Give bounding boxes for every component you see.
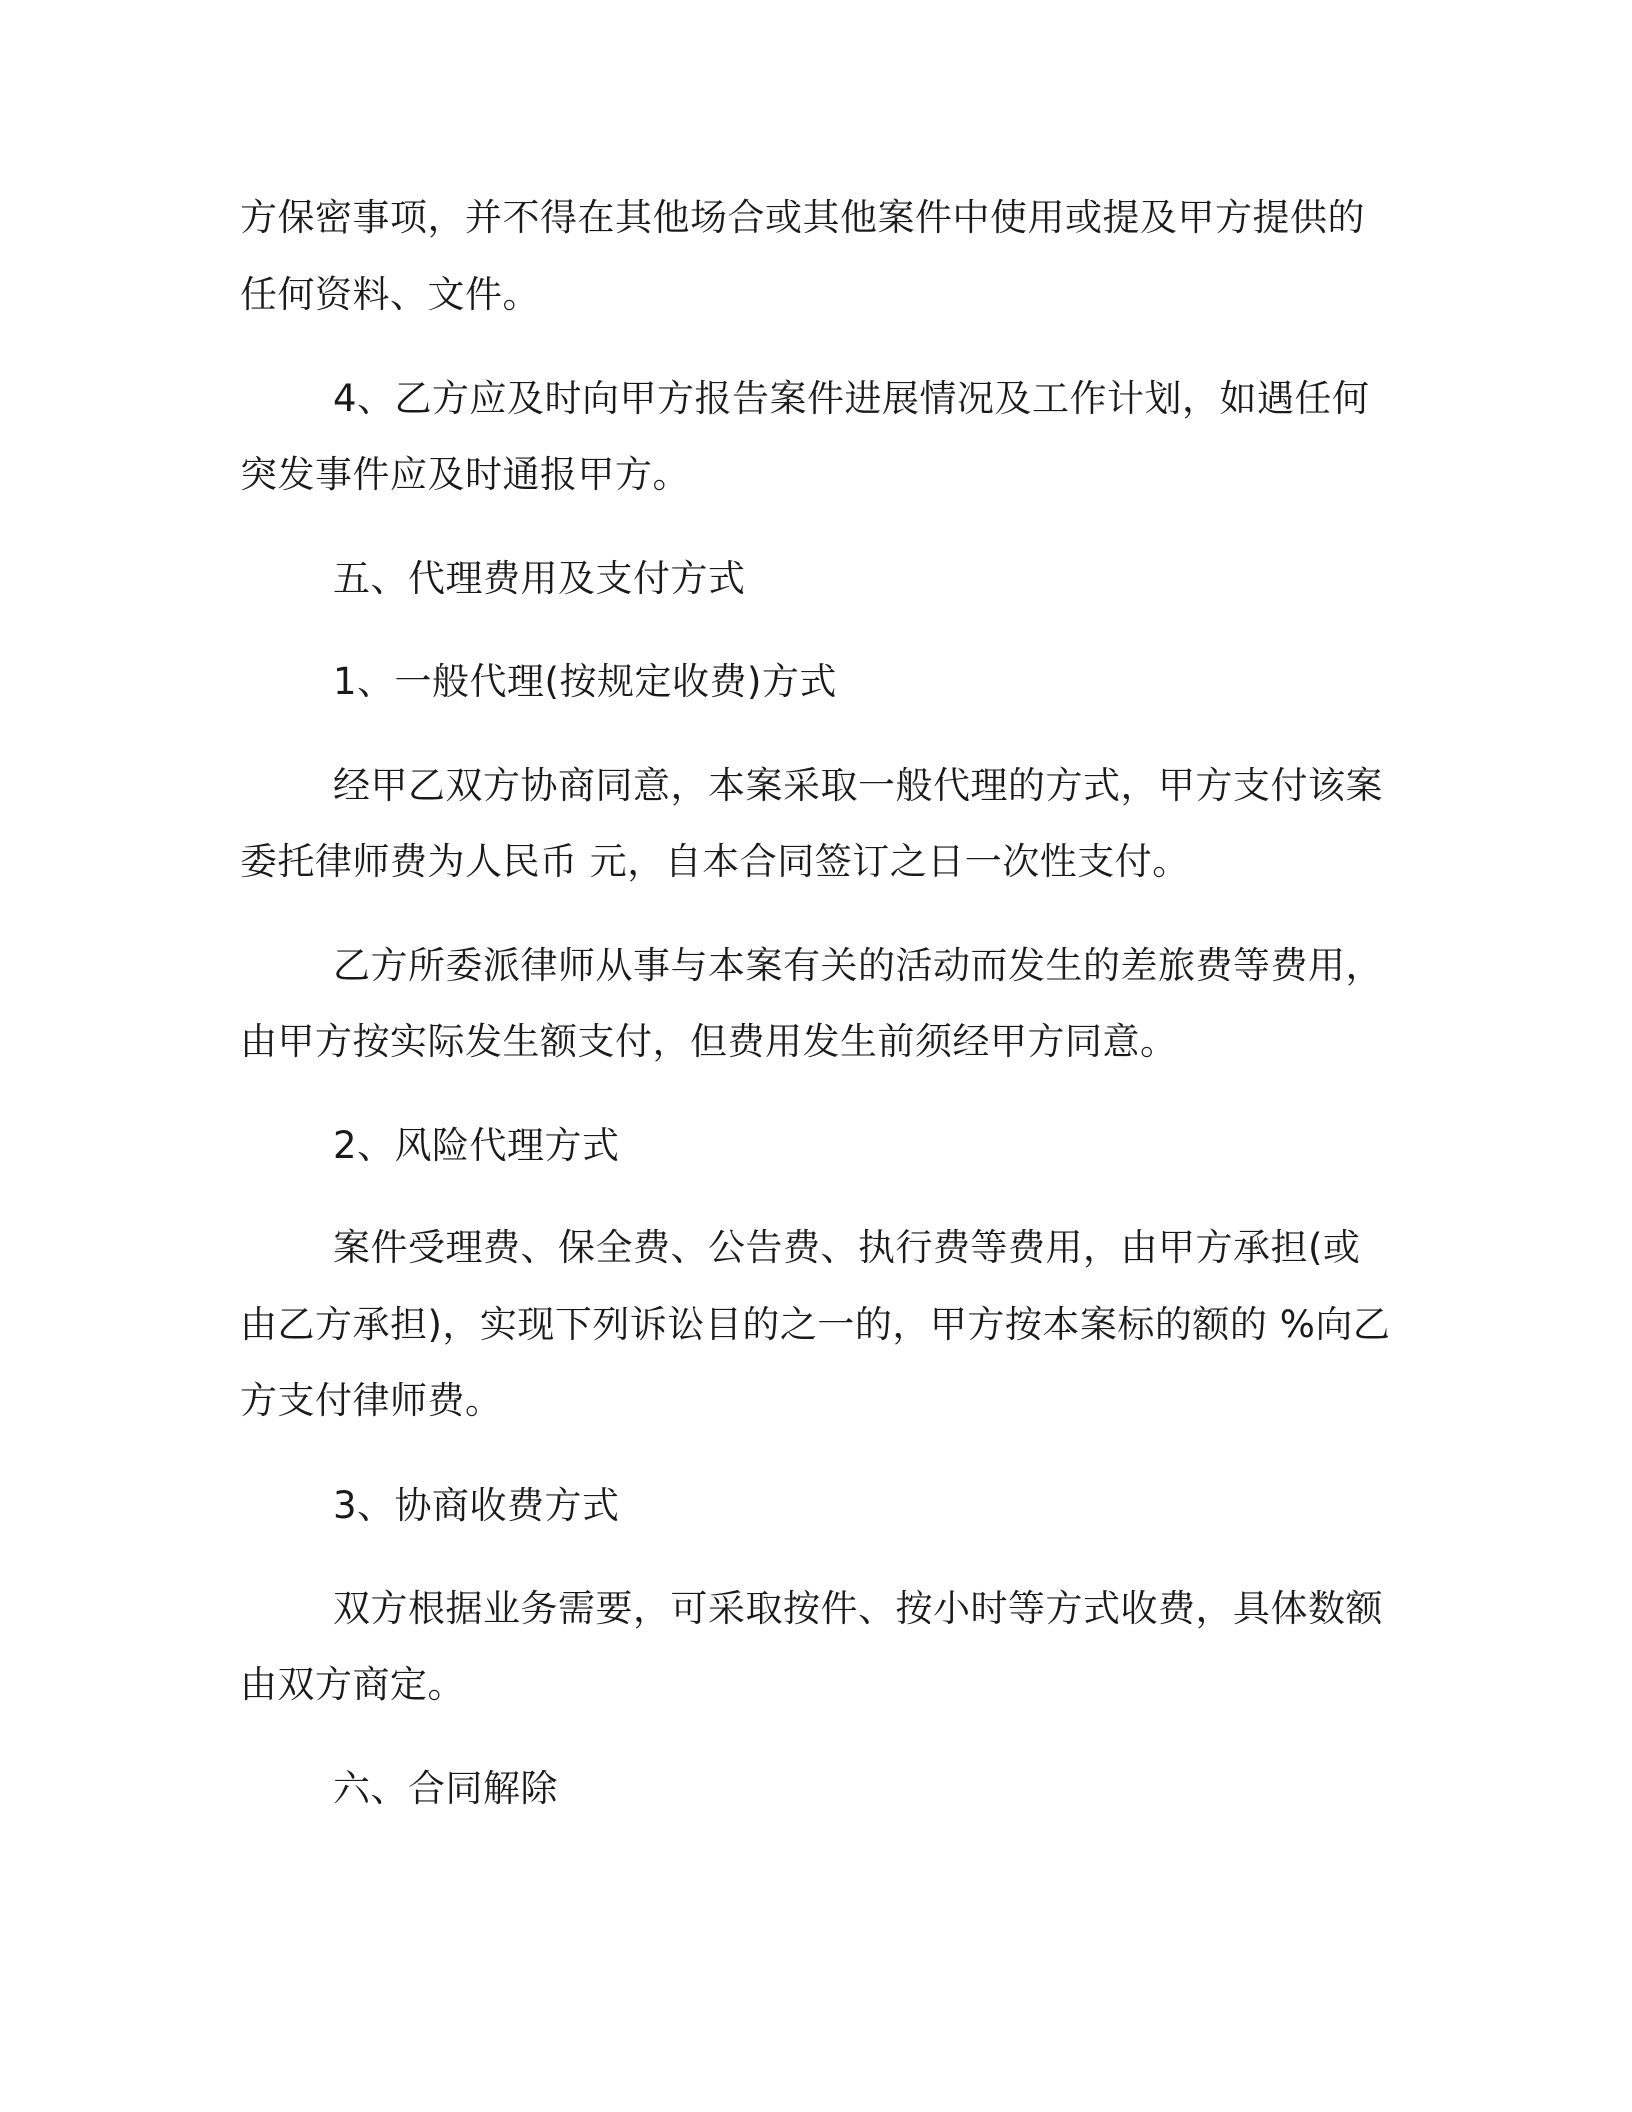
paragraph-line: 案件受理费、保全费、公告费、执行费等费用，由甲方承担(或 [333,1226,1361,1269]
paragraph-line: 由双方商定。 [240,1663,465,1706]
subsection-heading: 3、协商收费方式 [333,1484,620,1527]
paragraph-line: 委托律师费为人民币 元，自本合同签订之日一次性支付。 [240,840,1190,883]
section-heading: 五、代理费用及支付方式 [333,557,746,600]
subsection-heading: 2、风险代理方式 [333,1124,620,1167]
paragraph-line: 由甲方按实际发生额支付，但费用发生前须经甲方同意。 [240,1020,1178,1063]
paragraph-line: 经甲乙双方协商同意，本案采取一般代理的方式，甲方支付该案 [333,764,1383,807]
paragraph-line: 方支付律师费。 [240,1379,503,1422]
paragraph-line: 方保密事项，并不得在其他场合或其他案件中使用或提及甲方提供的 [240,196,1365,239]
paragraph-line: 乙方所委派律师从事与本案有关的活动而发生的差旅费等费用， [333,944,1383,987]
section-heading: 六、合同解除 [333,1767,558,1810]
paragraph-line: 双方根据业务需要，可采取按件、按小时等方式收费，具体数额 [333,1587,1383,1630]
subsection-heading: 1、一般代理(按规定收费)方式 [333,660,837,703]
paragraph-line: 由乙方承担)，实现下列诉讼目的之一的，甲方按本案标的额的 %向乙 [240,1303,1391,1346]
paragraph-line: 突发事件应及时通报甲方。 [240,453,690,496]
paragraph-line: 任何资料、文件。 [240,273,540,316]
paragraph-line: 4、乙方应及时向甲方报告案件进展情况及工作计划，如遇任何 [333,377,1370,420]
